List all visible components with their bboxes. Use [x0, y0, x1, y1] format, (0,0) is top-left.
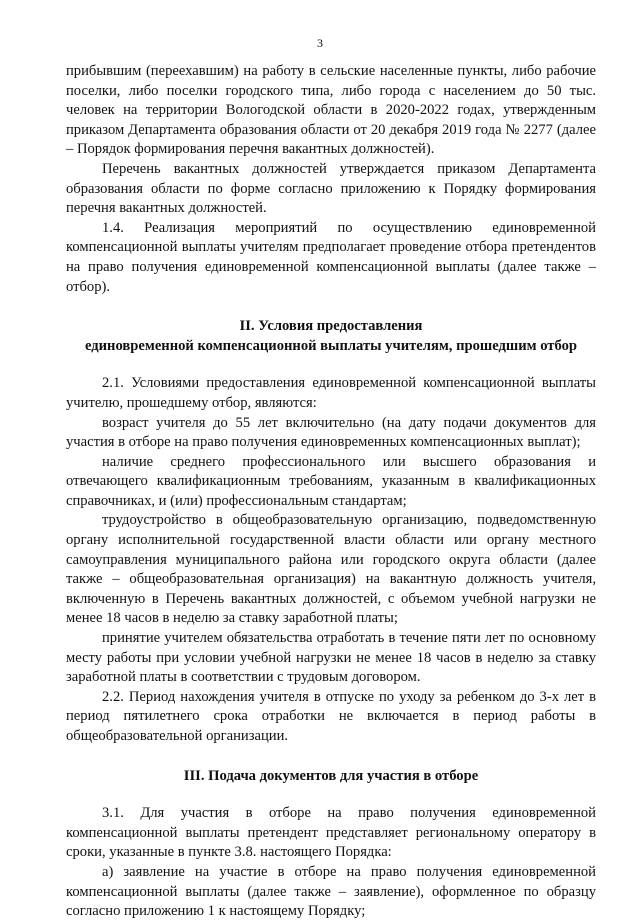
paragraph-3-1: 3.1. Для участия в отборе на право получения единовременной компенсационной выплаты претендент представляет региональному оператору в сроки, указанные в пункте 3.8. настоящего Порядка:: [66, 805, 596, 861]
paragraph-2-2: 2.2. Период нахождения учителя в отпуске по уходу за ребенком до 3-х лет в период пятилетнего срока отработки не включается в период работы в общеобразовательной организации.: [66, 688, 596, 744]
paragraph-age-condition: возраст учителя до 55 лет включительно (на дату подачи документов для участия в отборе на право получения единовременных компенсационных выплат);: [66, 414, 596, 451]
paragraph-employment-condition: трудоустройство в общеобразовательную организацию, подведомственную органу исполнительной государственной власти области или органу местного самоуправления муниципального района или городского округа области (далее также – общеобразовательная организация) на вакантную должность учителя, включенную в Перечень вакантных должностей, с объемом учебной нагрузки не менее 18 часов в неделю за ставку заработной платы;: [66, 512, 596, 627]
paragraph-obligation-condition: принятие учителем обязательства отработать в течение пяти лет по основному месту работы при условии учебной нагрузки не менее 18 часов в неделю за ставку заработной платы в соответствии с трудовым договором.: [66, 630, 596, 686]
paragraph-2-1: 2.1. Условиями предоставления единовременной компенсационной выплаты учителю, прошедшему отбор, являются:: [66, 375, 596, 411]
document-body: [66, 62, 596, 922]
paragraph-1-4: 1.4. Реализация мероприятий по осуществлению единовременной компенсационной выплаты учителям предполагает проведение отбора претендентов на право получения единовременной компенсационной выплаты (далее также – отбор).: [66, 219, 596, 295]
section-2-title-line1: II. Условия предоставления: [239, 318, 423, 335]
section-2-title-line2: единовременной компенсационной выплаты учителям, прошедшим отбор: [84, 337, 577, 354]
paragraph-vacancy-list: Перечень вакантных должностей утверждается приказом Департамента образования области по форме согласно приложению к Порядку формирования перечня вакантных должностей.: [66, 160, 596, 217]
paragraph-education-condition: наличие среднего профессионального или высшего образования и отвечающего квалификационным требованиям, указанным в квалификационных справочниках, и (или) профессиональным стандартам;: [66, 453, 596, 509]
paragraph-application-item: а) заявление на участие в отборе на право получения единовременной компенсационной выплаты (далее также – заявление), оформленное по образцу согласно приложению 1 к настоящему Порядку;: [66, 863, 596, 920]
paragraph-continuation: прибывшим (переехавшим) на работу в сельские населенные пункты, либо рабочие поселки, либо поселки городского типа, либо города с населением до 50 тыс. человек на территории Вологодской области в 2020-2022 годах, утвержденным приказом Департамента образования области от 20 декабря 2019 года № 2277 (далее – Порядок формирования перечня вакантных должностей).: [66, 63, 596, 158]
page-number: 3: [317, 36, 323, 50]
section-3-title: III. Подача документов для участия в отборе: [183, 767, 479, 784]
